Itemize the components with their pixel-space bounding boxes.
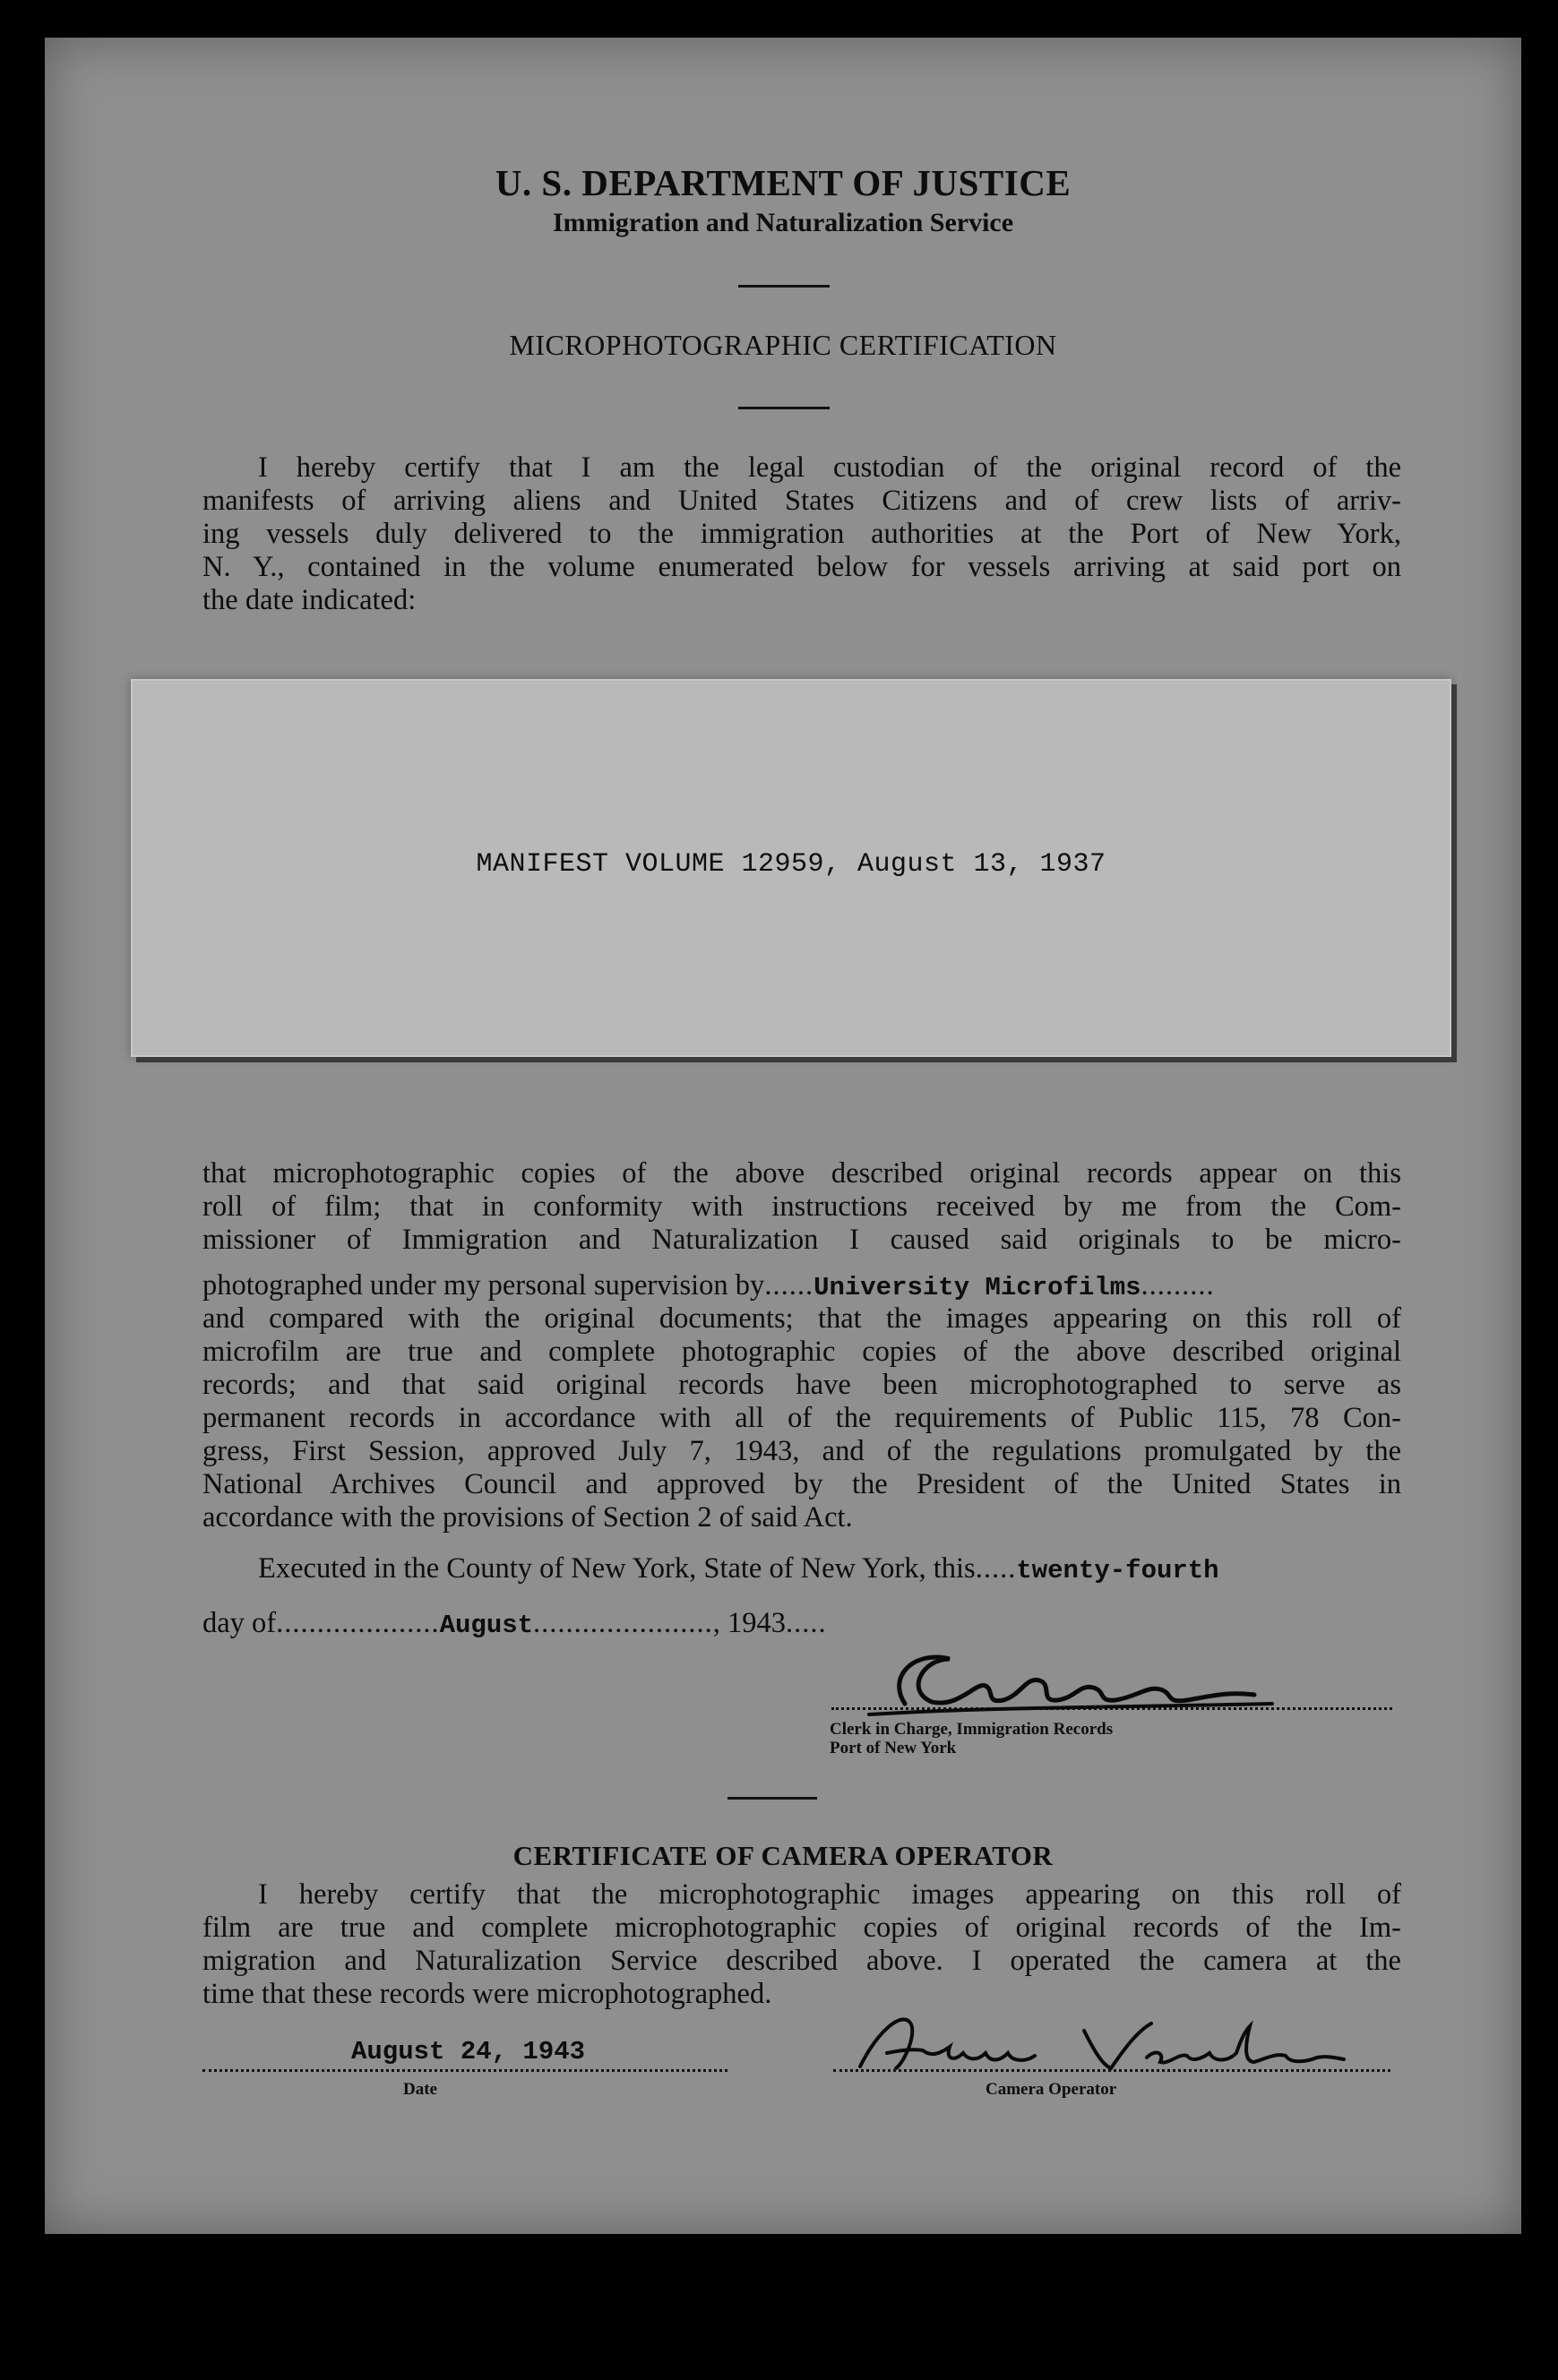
dotted-fill: ..... [786, 1607, 827, 1639]
clerk-title [830, 1720, 1113, 1757]
operator-line: film are true and complete microphotographic copies of original records of the Im- [202, 1912, 1401, 1944]
operator-certificate-title: CERTIFICATE OF CAMERA OPERATOR [512, 1840, 1054, 1871]
typed-day: twenty-fourth [1016, 1556, 1219, 1585]
date-label: Date [403, 2080, 437, 2099]
day-of-label: day of [202, 1607, 277, 1639]
dotted-fill: ..... [975, 1552, 1017, 1585]
intro-line: manifests of arriving aliens and United States Citizens and of crew lists of arriv- [202, 485, 1401, 517]
intro-line: N. Y., contained in the volume enumerated below for vessels arriving at said port on [202, 551, 1401, 583]
body-line: roll of film; that in conformity with instructions received by me from the Com- [202, 1190, 1401, 1223]
year-text: , 1943 [712, 1607, 787, 1639]
operator-signature-line [833, 2069, 1390, 2072]
body-line: microfilm are true and complete photographic copies of the above described original [202, 1336, 1401, 1368]
camera-operator-label: Camera Operator [986, 2080, 1117, 2099]
certification-title: MICROPHOTOGRAPHIC CERTIFICATION [509, 329, 1057, 361]
clerk-title-line: Clerk in Charge, Immigration Records [830, 1720, 1114, 1739]
manifest-insert [131, 679, 1451, 1057]
body-line: photographed under my personal supervision by [202, 1269, 765, 1302]
intro-line: ing vessels duly delivered to the immigration authorities at the Port of New York, [202, 518, 1401, 550]
operator-line: migration and Naturalization Service described above. I operated the camera at the [202, 1945, 1401, 1977]
divider-top [738, 285, 830, 288]
typed-date: August 24, 1943 [351, 2037, 586, 2066]
dotted-fill: ......... [1141, 1269, 1215, 1302]
divider-second [738, 407, 830, 409]
typed-supervisor: University Microfilms [813, 1273, 1141, 1302]
operator-line: time that these records were microphotographed. [202, 1978, 772, 2010]
body-line: gress, First Session, approved July 7, 1943, and of the regulations promulgated by the [202, 1435, 1401, 1467]
body-line: missioner of Immigration and Naturalization I caused said originals to be micro- [202, 1224, 1401, 1256]
certification-body [202, 1157, 1401, 1640]
body-line: records; and that said original records have been microphotographed to serve as [202, 1369, 1401, 1401]
body-line: accordance with the provisions of Section 2 of said Act. [202, 1501, 853, 1534]
typed-month: August [439, 1611, 534, 1640]
manifest-volume-text: MANIFEST VOLUME 12959, August 13, 1937 [476, 849, 1106, 880]
intro-paragraph [202, 451, 1401, 617]
operator-paragraph [202, 1878, 1401, 2011]
body-line: National Archives Council and approved by the President of the United States in [202, 1468, 1401, 1500]
executed-prefix: Executed in the County of New York, State of New York, this [258, 1552, 976, 1585]
body-line: permanent records in accordance with all of the requirements of Public 115, 78 Con- [202, 1402, 1401, 1434]
certificate-page [45, 38, 1521, 2234]
body-line: that microphotographic copies of the above described original records appear on this [202, 1157, 1401, 1190]
date-line [202, 2069, 727, 2072]
dotted-fill: ...................... [533, 1607, 713, 1639]
clerk-signature [851, 1641, 1317, 1722]
divider-operator [727, 1797, 817, 1800]
intro-line: the date indicated: [202, 584, 417, 616]
dotted-fill: .................... [276, 1607, 440, 1639]
operator-line: I hereby certify that the microphotographic images appearing on this roll of [258, 1878, 1401, 1911]
department-heading: U. S. DEPARTMENT OF JUSTICE [495, 162, 1072, 203]
intro-line: I hereby certify that I am the legal custodian of the original record of the [258, 451, 1401, 484]
dotted-fill: ...... [764, 1269, 814, 1302]
body-line: and compared with the original documents; that the images appearing on this roll of [202, 1302, 1401, 1335]
clerk-title-line: Port of New York [830, 1739, 957, 1757]
service-subheading: Immigration and Naturalization Service [552, 208, 1014, 237]
